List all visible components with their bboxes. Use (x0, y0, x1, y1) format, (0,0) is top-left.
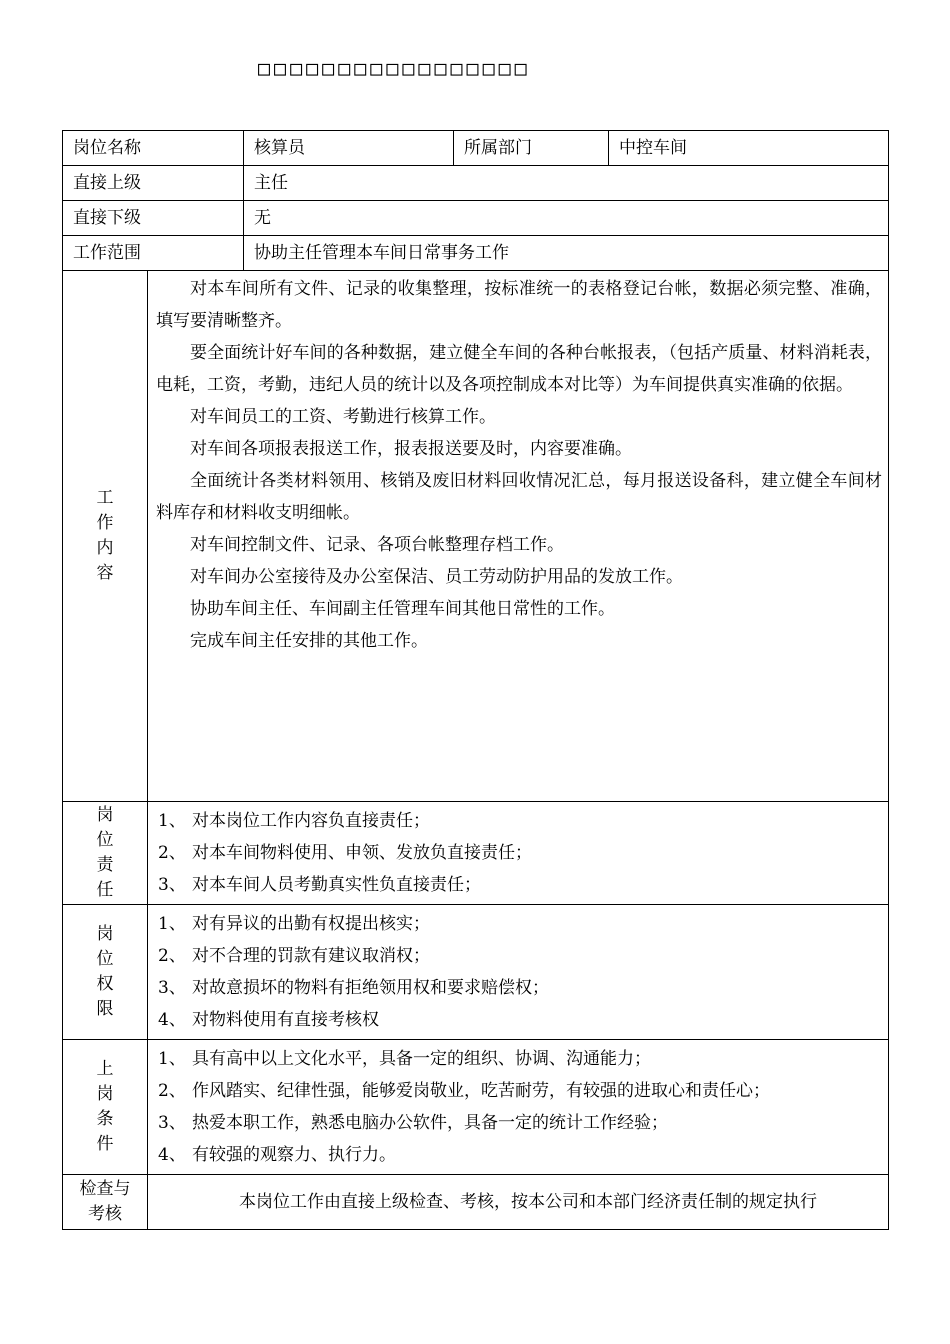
content-paragraph: 对车间控制文件、记录、各项台帐整理存档工作。 (190, 535, 564, 555)
content-paragraph: 对本车间所有文件、记录的收集整理，按标准统一的表格登记台帐，数据必须完整、准确，填写要清晰整齐。 (156, 279, 882, 331)
list-item: 3、 热爱本职工作，熟悉电脑办公软件，具备一定的统计工作经验； (158, 1113, 668, 1133)
work-content-label (63, 271, 148, 802)
work-content-text (148, 271, 889, 802)
row-scope (63, 236, 889, 271)
job-description-table (62, 130, 889, 1230)
check-label-line: 考核 (88, 1204, 122, 1224)
subordinate-label: 直接下级 (63, 201, 244, 236)
check-label (63, 1175, 148, 1230)
subordinate-value: 无 (244, 201, 889, 236)
row-requirements (63, 1040, 889, 1175)
content-paragraph: 要全面统计好车间的各种数据，建立健全车间的各种台帐报表，（包括产质量、材料消耗表，电耗，工资，考勤，违纪人员的统计以及各项控制成本对比等）为车间提供真实准确的依据。 (156, 343, 882, 395)
label-char: 容 (96, 563, 114, 583)
label-char: 限 (96, 999, 114, 1019)
label-char: 上 (96, 1059, 114, 1079)
page-title: □□□□□□□□□□□□□□□□□ (258, 56, 531, 80)
duty-list (148, 802, 889, 905)
requirements-list (148, 1040, 889, 1175)
position-label: 岗位名称 (63, 131, 244, 166)
list-item: 4、 对物料使用有直接考核权 (158, 1010, 379, 1030)
authority-label (63, 905, 148, 1040)
row-work-content (63, 271, 889, 802)
list-item: 2、 对不合理的罚款有建议取消权； (158, 946, 430, 966)
label-char: 权 (96, 974, 114, 994)
duty-label (63, 802, 148, 905)
list-item: 1、 对本岗位工作内容负直接责任； (158, 811, 430, 831)
dept-label: 所属部门 (454, 131, 609, 166)
list-item: 2、 对本车间物料使用、申领、发放负直接责任； (158, 843, 532, 863)
content-paragraph: 对车间各项报表报送工作，报表报送要及时，内容要准确。 (190, 439, 632, 459)
row-duty (63, 802, 889, 905)
label-char: 责 (96, 855, 114, 875)
list-item: 2、 作风踏实、纪律性强，能够爱岗敬业，吃苦耐劳，有较强的进取心和责任心； (158, 1081, 770, 1101)
label-char: 岗 (96, 805, 114, 825)
label-char: 任 (96, 880, 114, 900)
scope-value: 协助主任管理本车间日常事务工作 (244, 236, 889, 271)
position-value: 核算员 (244, 131, 454, 166)
list-item: 1、 具有高中以上文化水平，具备一定的组织、协调、沟通能力； (158, 1049, 651, 1069)
row-superior (63, 166, 889, 201)
label-char: 位 (96, 830, 114, 850)
label-char: 岗 (96, 924, 114, 944)
superior-value: 主任 (244, 166, 889, 201)
list-item: 4、 有较强的观察力、执行力。 (158, 1145, 396, 1165)
content-paragraph: 协助车间主任、车间副主任管理车间其他日常性的工作。 (190, 599, 615, 619)
authority-list (148, 905, 889, 1040)
list-item: 1、 对有异议的出勤有权提出核实； (158, 914, 430, 934)
check-label-line: 检查与 (79, 1179, 131, 1199)
list-item: 3、 对故意损坏的物料有拒绝领用权和要求赔偿权； (158, 978, 549, 998)
label-char: 位 (96, 949, 114, 969)
scope-label: 工作范围 (63, 236, 244, 271)
superior-label: 直接上级 (63, 166, 244, 201)
label-char: 作 (96, 513, 114, 533)
dept-value: 中控车间 (609, 131, 889, 166)
label-char: 工 (96, 488, 114, 508)
label-char: 条 (96, 1109, 114, 1129)
label-char: 件 (96, 1134, 114, 1154)
label-char: 内 (96, 538, 114, 558)
list-item: 3、 对本车间人员考勤真实性负直接责任； (158, 875, 481, 895)
content-paragraph: 对车间办公室接待及办公室保洁、员工劳动防护用品的发放工作。 (190, 567, 683, 587)
label-char: 岗 (96, 1084, 114, 1104)
content-paragraph: 对车间员工的工资、考勤进行核算工作。 (190, 407, 496, 427)
row-authority (63, 905, 889, 1040)
content-paragraph: 完成车间主任安排的其他工作。 (190, 631, 428, 651)
content-paragraph: 全面统计各类材料领用、核销及废旧材料回收情况汇总，每月报送设备科，建立健全车间材料库存和材料收支明细帐。 (156, 471, 882, 523)
row-position (63, 131, 889, 166)
check-text: 本岗位工作由直接上级检查、考核，按本公司和本部门经济责任制的规定执行 (148, 1175, 889, 1230)
row-check (63, 1175, 889, 1230)
row-subordinate (63, 201, 889, 236)
requirements-label (63, 1040, 148, 1175)
